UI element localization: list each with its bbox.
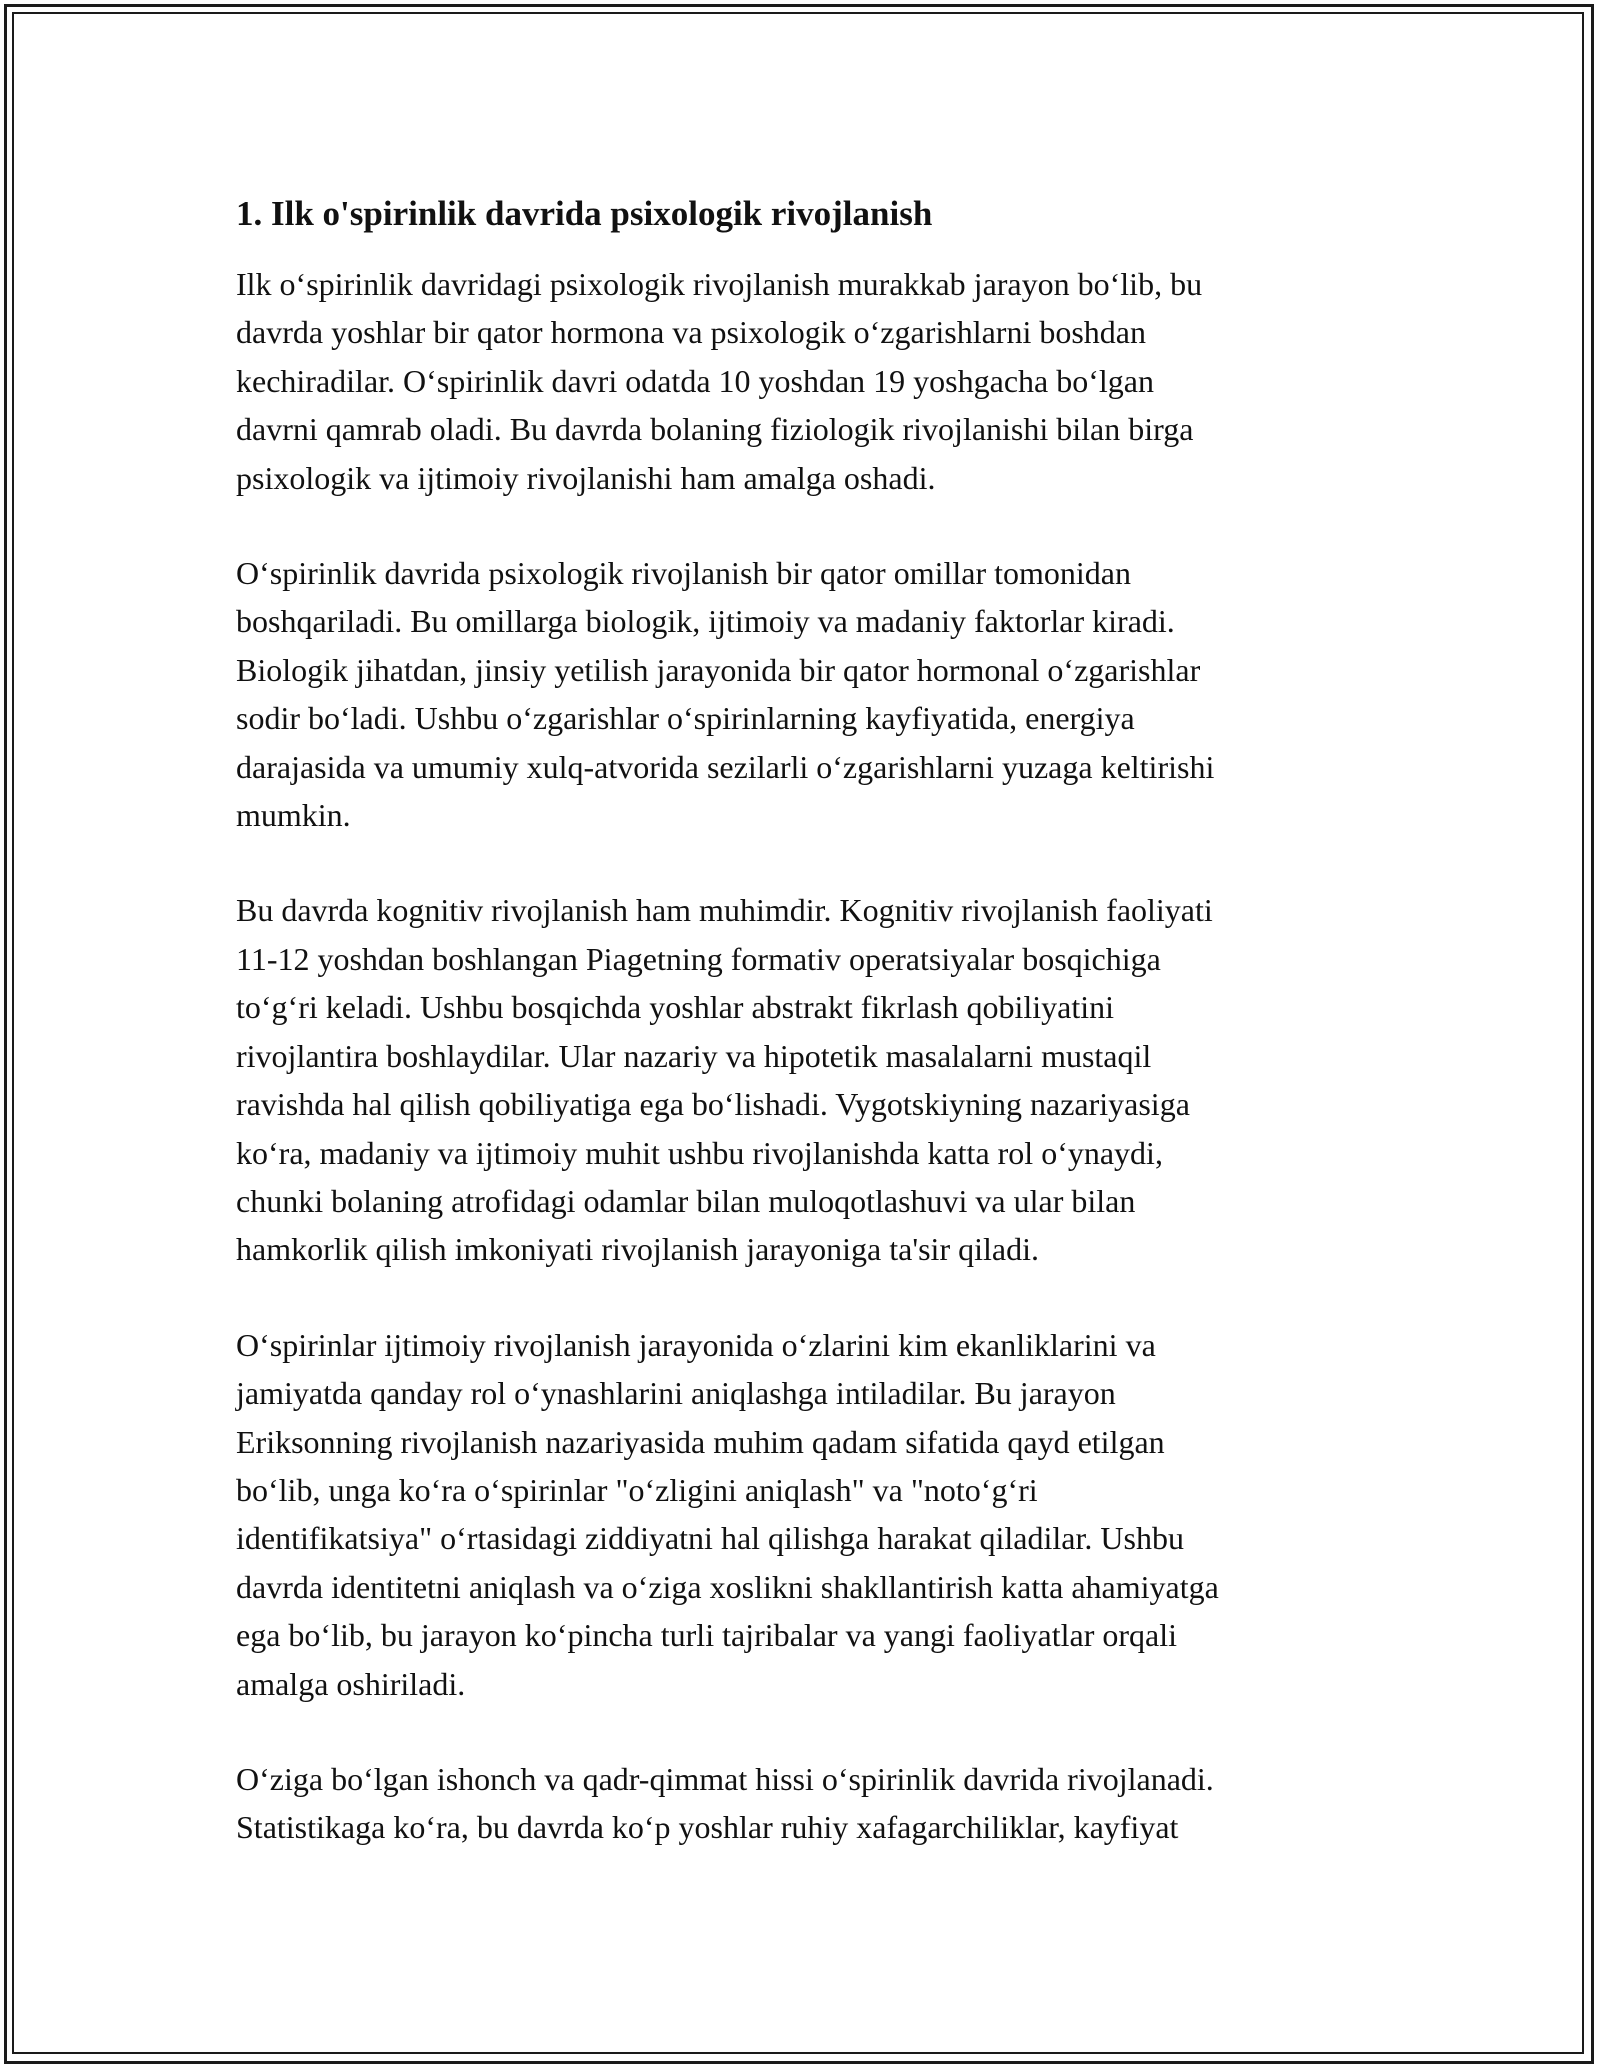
section-heading: 1. Ilk o'spirinlik davrida psixologik rivojlanish bbox=[236, 194, 933, 233]
paragraph-3: Bu davrda kognitiv rivojlanish ham muhimdir. Kognitiv rivojlanish faoliyati 11-12 yoshdan boshlangan Piagetning formativ operatsiyalar bosqichiga toʻgʻri keladi. Ushbu bosqichda yoshlar abstrakt fikrlash qobiliyatini rivojlantira boshlaydilar. Ular nazariy va hipotetik masalalarni mustaqil ravishda hal qilish qobiliyatiga ega boʻlishadi. Vygotskiyning nazariyasiga koʻra, madaniy va ijtimoiy muhit ushbu rivojlanishda katta rol oʻynaydi, chunki bolaning atrofidagi odamlar bilan muloqotlashuvi va ular bilan hamkorlik qilish imkoniyati rivojlanish jarayoniga ta'sir qiladi. bbox=[236, 892, 1213, 1268]
paragraph-1: Ilk oʻspirinlik davridagi psixologik rivojlanish murakkab jarayon boʻlib, bu davrda yoshlar bir qator hormona va psixologik oʻzgarishlarni boshdan kechiradilar. Oʻspirinlik davri odatda 10 yoshdan 19 yoshgacha boʻlgan davrni qamrab oladi. Bu davrda bolaning fiziologik rivojlanishi bilan birga psixologik va ijtimoiy rivojlanishi ham amalga oshadi. bbox=[236, 266, 1203, 496]
paragraph-5: Oʻziga boʻlgan ishonch va qadr-qimmat hissi oʻspirinlik davrida rivojlanadi. Statistikaga koʻra, bu davrda koʻp yoshlar ruhiy xafagarchiliklar, kayfiyat bbox=[236, 1760, 1214, 1846]
paragraph-2: Oʻspirinlik davrida psixologik rivojlanish bir qator omillar tomonidan boshqariladi. Bu omillarga biologik, ijtimoiy va madaniy faktorlar kiradi. Biologik jihatdan, jinsiy yetilish jarayonida bir qator hormonal oʻzgarishlar sodir boʻladi. Ushbu oʻzgarishlar oʻspirinlarning kayfiyatida, energiya darajasida va umumiy xulq-atvorida sezilarli oʻzgarishlarni yuzaga keltirishi mumkin. bbox=[236, 555, 1215, 834]
paragraph-4: Oʻspirinlar ijtimoiy rivojlanish jarayonida oʻzlarini kim ekanliklarini va jamiyatda qanday rol oʻynashlarini aniqlashga intiladilar. Bu jarayon Eriksonning rivojlanish nazariyasida muhim qadam sifatida qayd etilgan boʻlib, unga koʻra oʻspirinlar "oʻzligini aniqlash" va "notoʻgʻri identifikatsiya" oʻrtasidagi ziddiyatni hal qilishga harakat qiladilar. Ushbu davrda identitetni aniqlash va oʻziga xoslikni shakllantirish katta ahamiyatga ega boʻlib, bu jarayon koʻpincha turli tajribalar va yangi faoliyatlar orqali amalga oshiriladi. bbox=[236, 1326, 1219, 1702]
document-body bbox=[236, 186, 1366, 1899]
